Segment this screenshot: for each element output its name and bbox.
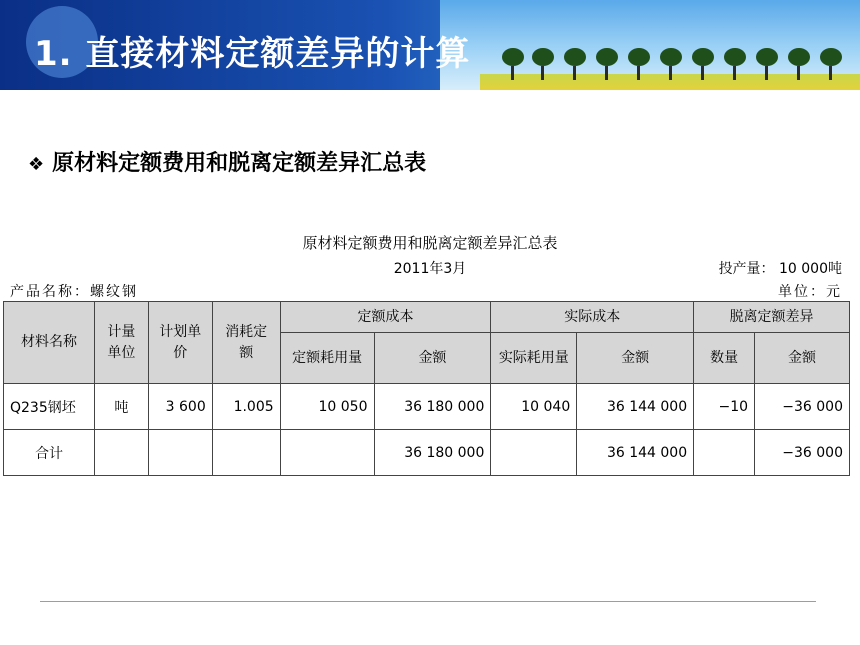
cell-empty <box>212 430 280 476</box>
cell-empty <box>148 430 212 476</box>
tree-icon <box>794 48 816 80</box>
table-row <box>4 384 850 430</box>
cell-unit: 吨 <box>94 384 148 430</box>
col-quota-usage: 定额耗用量 <box>280 333 374 384</box>
tree-icon <box>538 48 560 80</box>
col-dev-quantity: 数量 <box>694 333 755 384</box>
summary-table <box>3 301 850 476</box>
diamond-bullet-icon: ❖ <box>28 154 45 175</box>
table-unit: 单位：元 <box>778 284 842 300</box>
col-consumption-quota: 消耗定额 <box>212 302 280 384</box>
cell-dev-qty: −10 <box>694 384 755 430</box>
cell-dev-amount: −36 000 <box>755 384 850 430</box>
cell-total-dev-amount: −36 000 <box>755 430 850 476</box>
cell-actual-amount: 36 144 000 <box>577 384 694 430</box>
cell-price: 3 600 <box>148 384 212 430</box>
table-product: 产品名称：螺纹钢 <box>10 284 138 300</box>
cell-quota-usage: 10 050 <box>280 384 374 430</box>
col-quota-cost: 定额成本 <box>280 302 491 333</box>
cell-actual-usage: 10 040 <box>491 384 577 430</box>
col-quota-amount: 金额 <box>374 333 491 384</box>
col-actual-usage: 实际耗用量 <box>491 333 577 384</box>
col-actual-amount: 金额 <box>577 333 694 384</box>
col-material-name: 材料名称 <box>4 302 95 384</box>
tree-icon <box>602 48 624 80</box>
cell-total-quota-amount: 36 180 000 <box>374 430 491 476</box>
table-output: 投产量： 10 000吨 <box>718 261 842 277</box>
col-plan-price: 计划单价 <box>148 302 212 384</box>
cell-empty <box>94 430 148 476</box>
col-dev-amount: 金额 <box>755 333 850 384</box>
tree-icon <box>698 48 720 80</box>
table-total-row <box>4 430 850 476</box>
slide-title: 1. 直接材料定额差异的计算 <box>34 34 471 74</box>
cell-material: Q235钢坯 <box>4 384 95 430</box>
footer-divider <box>40 601 816 602</box>
table-date: 2011年3月 <box>393 261 467 277</box>
tree-icon <box>730 48 752 80</box>
col-measure-unit: 计量单位 <box>94 302 148 384</box>
header-banner <box>0 0 860 90</box>
table-title: 原材料定额费用和脱离定额差异汇总表 <box>302 234 558 252</box>
col-deviation: 脱离定额差异 <box>694 302 850 333</box>
cell-quota: 1.005 <box>212 384 280 430</box>
col-actual-cost: 实际成本 <box>491 302 694 333</box>
tree-icon <box>634 48 656 80</box>
tree-icon <box>508 48 530 80</box>
tree-icon <box>570 48 592 80</box>
section-heading-text: 原材料定额费用和脱离定额差异汇总表 <box>52 151 427 176</box>
tree-icon <box>826 48 848 80</box>
cell-empty <box>694 430 755 476</box>
cell-total-label: 合计 <box>4 430 95 476</box>
cell-empty <box>491 430 577 476</box>
cell-quota-amount: 36 180 000 <box>374 384 491 430</box>
section-heading <box>28 146 426 177</box>
tree-icon <box>666 48 688 80</box>
tree-icon <box>762 48 784 80</box>
cell-empty <box>280 430 374 476</box>
cell-total-actual-amount: 36 144 000 <box>577 430 694 476</box>
